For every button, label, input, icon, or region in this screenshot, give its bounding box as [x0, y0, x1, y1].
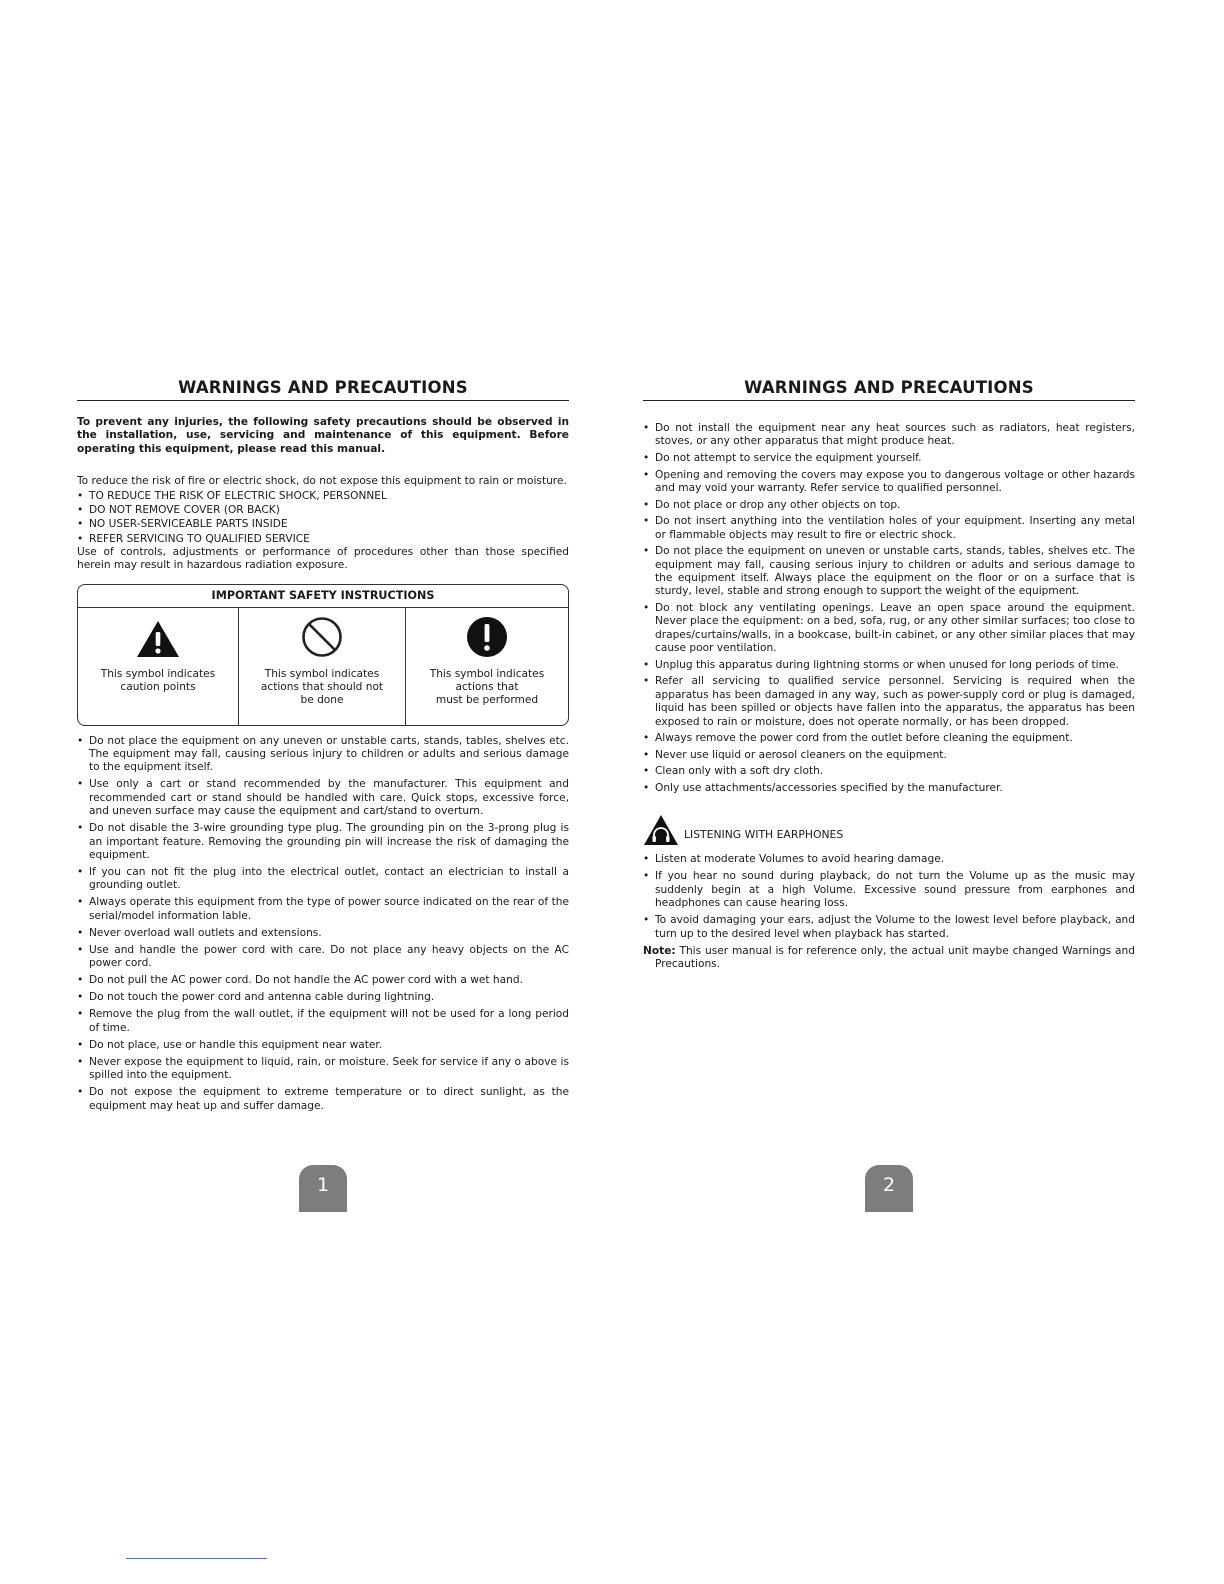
list-item: • Always remove the power cord from the outlet before cleaning the equipment.	[643, 732, 1135, 745]
caps-warning-list	[77, 489, 569, 546]
list-item: • REFER SERVICING TO QUALIFIED SERVICE	[77, 532, 569, 546]
safety-col-line: actions that should not	[260, 680, 384, 693]
safety-col-line: actions that	[455, 680, 519, 693]
list-item: • Do not attempt to service the equipment yourself.	[643, 452, 1135, 465]
list-item: • Do not disable the 3-wire grounding type plug. The grounding pin on the 3-prong plug is an important feature. Removing the grounding pin will increase the risk of damaging the equipment.	[77, 822, 569, 862]
intro-paragraph: To prevent any injuries, the following safety precautions should be observed in the installation, use, servicing and maintenance of this equipment. Before operating this equipment, please read this manual.	[77, 416, 569, 455]
list-item: • Do not install the equipment near any heat sources such as radiators, heat registers, stoves, or any other apparatus that might produce heat.	[643, 422, 1135, 449]
safety-col-line: This symbol indicates	[429, 667, 545, 680]
controls-paragraph: Use of controls, adjustments or performance of procedures other than those specified herein may result in hazardous radiation exposure.	[77, 545, 569, 572]
note-text: This user manual is for reference only, the actual unit maybe changed Warnings and Precautions.	[655, 944, 1135, 971]
footer-divider	[126, 1558, 267, 1559]
list-item: • Use only a cart or stand recommended by the manufacturer. This equipment and recommended cart or stand should be handled with care. Quick stops, excessive force, and uneven surface may cause the equipment and cart/stand to overturn.	[77, 778, 569, 818]
left-page-title: WARNINGS AND PRECAUTIONS	[77, 378, 569, 401]
earphones-heading-row	[643, 814, 1135, 846]
list-item: • Unplug this apparatus during lightning storms or when unused for long periods of time.	[643, 659, 1135, 672]
left-page	[77, 378, 569, 1117]
list-item: • Do not pull the AC power cord. Do not handle the AC power cord with a wet hand.	[77, 974, 569, 987]
safety-col-mandatory	[405, 608, 568, 726]
list-item: • Opening and removing the covers may expose you to dangerous voltage or other hazards and may void your warranty. Refer service to qualified personnel.	[643, 469, 1135, 496]
list-item: • Never expose the equipment to liquid, rain, or moisture. Seek for service if any o above is spilled into the equipment.	[77, 1056, 569, 1083]
list-item: • Never overload wall outlets and extensions.	[77, 927, 569, 940]
risk-paragraph: To reduce the risk of fire or electric shock, do not expose this equipment to rain or moisture.	[77, 475, 567, 488]
safety-col-line: caution points	[120, 680, 196, 693]
earphone-bullet-list	[643, 853, 1135, 941]
safety-col-line: This symbol indicates	[100, 667, 216, 680]
safety-col-line: be done	[300, 693, 344, 706]
list-item: • Do not place the equipment on any uneven or unstable carts, stands, tables, shelves etc. The equipment may fall, causing serious injury to children or adults and serious damage to the equipment itself.	[77, 735, 569, 775]
list-item: • Do not place the equipment on uneven or unstable carts, stands, tables, shelves etc. The equipment may fall, causing serious injury to children or adults and serious damage to the equipment itself. Always place the equipment on the floor or on a surface that is sturdy, level, stable and strong enough to support the weight of the equipment.	[643, 545, 1135, 599]
right-bullet-list	[643, 422, 1135, 795]
earphones-heading: LISTENING WITH EARPHONES	[684, 827, 844, 841]
note-paragraph	[643, 945, 1135, 972]
list-item: • If you hear no sound during playback, do not turn the Volume up as the music may suddenly begin at a high Volume. Excessive sound pressure from earphones and headphones can cause hearing loss.	[643, 870, 1135, 910]
safety-instructions-box	[77, 584, 569, 726]
list-item: • Do not expose the equipment to extreme temperature or to direct sunlight, as the equipment may heat up and suffer damage.	[77, 1086, 569, 1113]
list-item: • If you can not fit the plug into the electrical outlet, contact an electrician to install a grounding outlet.	[77, 866, 569, 893]
right-page-title: WARNINGS AND PRECAUTIONS	[643, 378, 1135, 401]
prohibited-circle-icon	[301, 616, 343, 658]
list-item: • Do not touch the power cord and antenna cable during lightning.	[77, 991, 569, 1004]
mandatory-exclamation-icon	[466, 616, 508, 658]
caution-triangle-icon	[136, 620, 180, 658]
list-item: • Listen at moderate Volumes to avoid hearing damage.	[643, 853, 1135, 866]
list-item: • Do not block any ventilating openings. Leave an open space around the equipment. Never place the equipment: on a bed, sofa, rug, or any other similar surfaces; too close to drapes/curtains/walls, in a bookcase, built-in cabinet, or any other similar places that may cause poor ventilation.	[643, 602, 1135, 656]
list-item: • Use and handle the power cord with care. Do not place any heavy objects on the AC power cord.	[77, 944, 569, 971]
page-number-tab: 2	[865, 1165, 913, 1212]
list-item: • TO REDUCE THE RISK OF ELECTRIC SHOCK, PERSONNEL	[77, 489, 569, 503]
safety-col-prohibited	[238, 608, 405, 726]
list-item: • Never use liquid or aerosol cleaners on the equipment.	[643, 749, 1135, 762]
left-bullet-list	[77, 735, 569, 1113]
list-item: • Do not insert anything into the ventilation holes of your equipment. Inserting any metal or flammable objects may result to fire or electric shock.	[643, 515, 1135, 542]
list-item: • NO USER-SERVICEABLE PARTS INSIDE	[77, 517, 569, 531]
safety-col-line: This symbol indicates	[264, 667, 380, 680]
list-item: • Do not place or drop any other objects on top.	[643, 499, 1135, 512]
safety-col-line: must be performed	[435, 693, 539, 706]
earphones-warning-icon	[643, 814, 679, 846]
safety-col-caution	[78, 608, 238, 726]
list-item: • Always operate this equipment from the type of power source indicated on the rear of the serial/model information lable.	[77, 896, 569, 923]
right-page	[643, 378, 1135, 982]
list-item: • Remove the plug from the wall outlet, if the equipment will not be used for a long period of time.	[77, 1008, 569, 1035]
list-item: • Do not place, use or handle this equipment near water.	[77, 1039, 569, 1052]
list-item: • Clean only with a soft dry cloth.	[643, 765, 1135, 778]
list-item: • DO NOT REMOVE COVER (OR BACK)	[77, 503, 569, 517]
list-item: • Only use attachments/accessories specified by the manufacturer.	[643, 782, 1135, 795]
safety-box-title: IMPORTANT SAFETY INSTRUCTIONS	[78, 585, 568, 608]
page-number-tab: 1	[299, 1165, 347, 1212]
list-item: • To avoid damaging your ears, adjust the Volume to the lowest level before playback, and turn up to the desired level when playback has started.	[643, 914, 1135, 941]
note-label: Note:	[643, 944, 676, 957]
list-item: • Refer all servicing to qualified service personnel. Servicing is required when the apparatus has been damaged in any way, such as power-supply cord or plug is damaged, liquid has been spilled or objects have fallen into the apparatus, the apparatus has been exposed to rain or moisture, does not operate normally, or has been dropped.	[643, 675, 1135, 729]
